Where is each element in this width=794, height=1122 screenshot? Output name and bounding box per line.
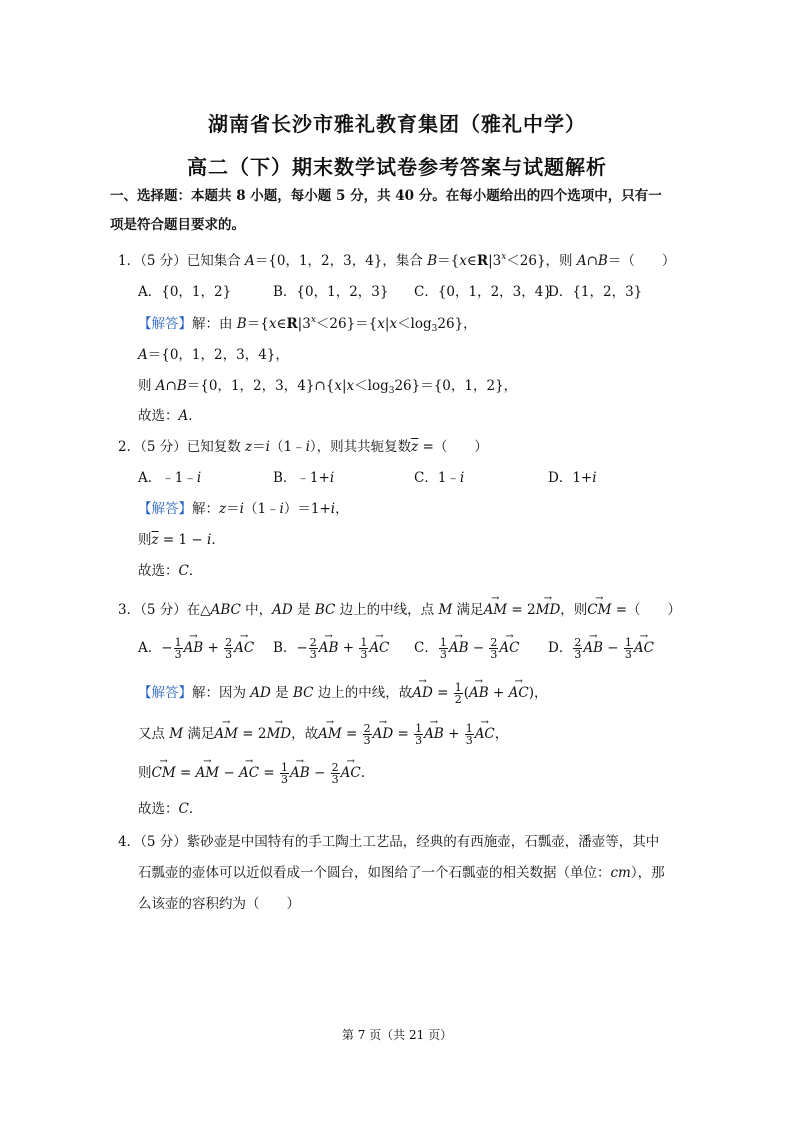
document-title-line2: 高二（下）期末数学试卷参考答案与试题解析 (187, 155, 607, 179)
question-3-answer-line1: 【解答】解：因为 AD 是 BC 边上的中线，故→ AD = $\frac{1}{2}$ (→ AB + → AC)， (138, 682, 548, 705)
question-4-stem-line3: 么该壶的容积约为（ ） (138, 896, 300, 912)
question-3-answer-line3: 则→ CM = → AM − → AC = $\frac{1}{3}$ → AB − $\frac{2}{3}$ → AC. (138, 762, 365, 785)
question-3-answer-line2: 又点 M 满足→ AM = 2→ MD，故→ AM = $\frac{2}{3}$ → AD = $\frac{1}{3}$ → AB + $\frac{1}{3}$ → AC， (138, 723, 508, 746)
section-heading-line2: 项是符合题目要求的。 (110, 217, 245, 233)
document-title-line1: 湖南省长沙市雅礼教育集团（雅礼中学） (208, 112, 586, 136)
question-1-option-a: A．{0，1，2} (138, 284, 232, 300)
question-2-option-b: B．﹣1+i (273, 470, 335, 486)
question-1-answer-line4: 故选：A． (138, 408, 202, 424)
question-1-answer-line3: 则 A∩B＝{0，1，2，3，$4\}\cap\{x|x<\log_326\}=\{0$，1，2}， (138, 378, 518, 396)
answer-tag: 【解答】 (138, 685, 192, 701)
question-4-stem-line2: 石瓢壶的壶体可以近似看成一个圆台，如图给了一个石瓢壶的相关数据（单位：cm），那 (138, 865, 665, 881)
question-1-stem: 1．（5 分）已知集合 A＝{0，1，2，3，4}，集合 $B=\{x\in R|3^x<26\}$，则 A∩B＝（ ） (118, 252, 676, 269)
question-1-option-b: B．{0，1，2，3} (273, 284, 389, 300)
question-2-option-d: D．1+i (548, 470, 597, 486)
question-1-option-c: C．{0，1，2，3，4} (414, 284, 552, 300)
page-footer: 第 7 页（共 21 页） (341, 1028, 453, 1042)
section-heading-line1: 一、选择题：本题共 8 小题，每小题 5 分，共 40 分。在每小题给出的四个选项中，只有一 (110, 188, 662, 204)
question-2-option-a: A．﹣1﹣i (138, 470, 202, 486)
question-3-answer-line4: 故选：C． (138, 801, 203, 817)
question-2-answer-line2: 则$\overline{z} = 1 - i$. (138, 532, 216, 548)
question-1-answer-line1: 【解答】解：由 $B=\{x\in R|3^x<26\}=\{x|x<\log_326\}$， (138, 315, 477, 334)
question-1-option-d: D．{1，2，3} (548, 284, 643, 300)
question-3-option-d: D． $\frac{2}{3}$ → AB − $\frac{1}{3}$ → AC (548, 637, 654, 660)
question-2-answer-line1: 【解答】解：z＝i（1﹣i）＝1+i， (138, 501, 349, 517)
answer-tag: 【解答】 (138, 501, 192, 517)
question-4-stem-line1: 4．（5 分）紫砂壶是中国特有的手工陶土工艺品，经典的有西施壶，石瓢壶，潘壶等，其中 (118, 834, 660, 850)
question-3-option-b: B．− $\frac{2}{3}$ → AB + $\frac{1}{3}$ → AC (273, 637, 389, 660)
answer-tag: 【解答】 (138, 316, 192, 332)
question-2-answer-line3: 故选：C． (138, 563, 203, 579)
question-2-option-c: C．1﹣i (414, 470, 465, 486)
question-1-answer-line2: A＝{0，1，2，3，4}， (138, 347, 289, 363)
question-3-option-c: C． $\frac{1}{3}$ → AB − $\frac{2}{3}$ → AC (414, 637, 520, 660)
question-2-stem: 2．（5 分）已知复数 z＝i（1﹣i），则其共轭复数$\overline{z}$ =（ ） (118, 439, 488, 455)
question-3-option-a: A．− $\frac{1}{3}$ → AB + $\frac{2}{3}$ → AC (138, 637, 254, 660)
question-3-stem: 3．（5 分）在△ABC 中，AD 是 BC 边上的中线，点 M 满足→ AM = 2→ MD，则→ CM =（ ） (118, 600, 681, 620)
